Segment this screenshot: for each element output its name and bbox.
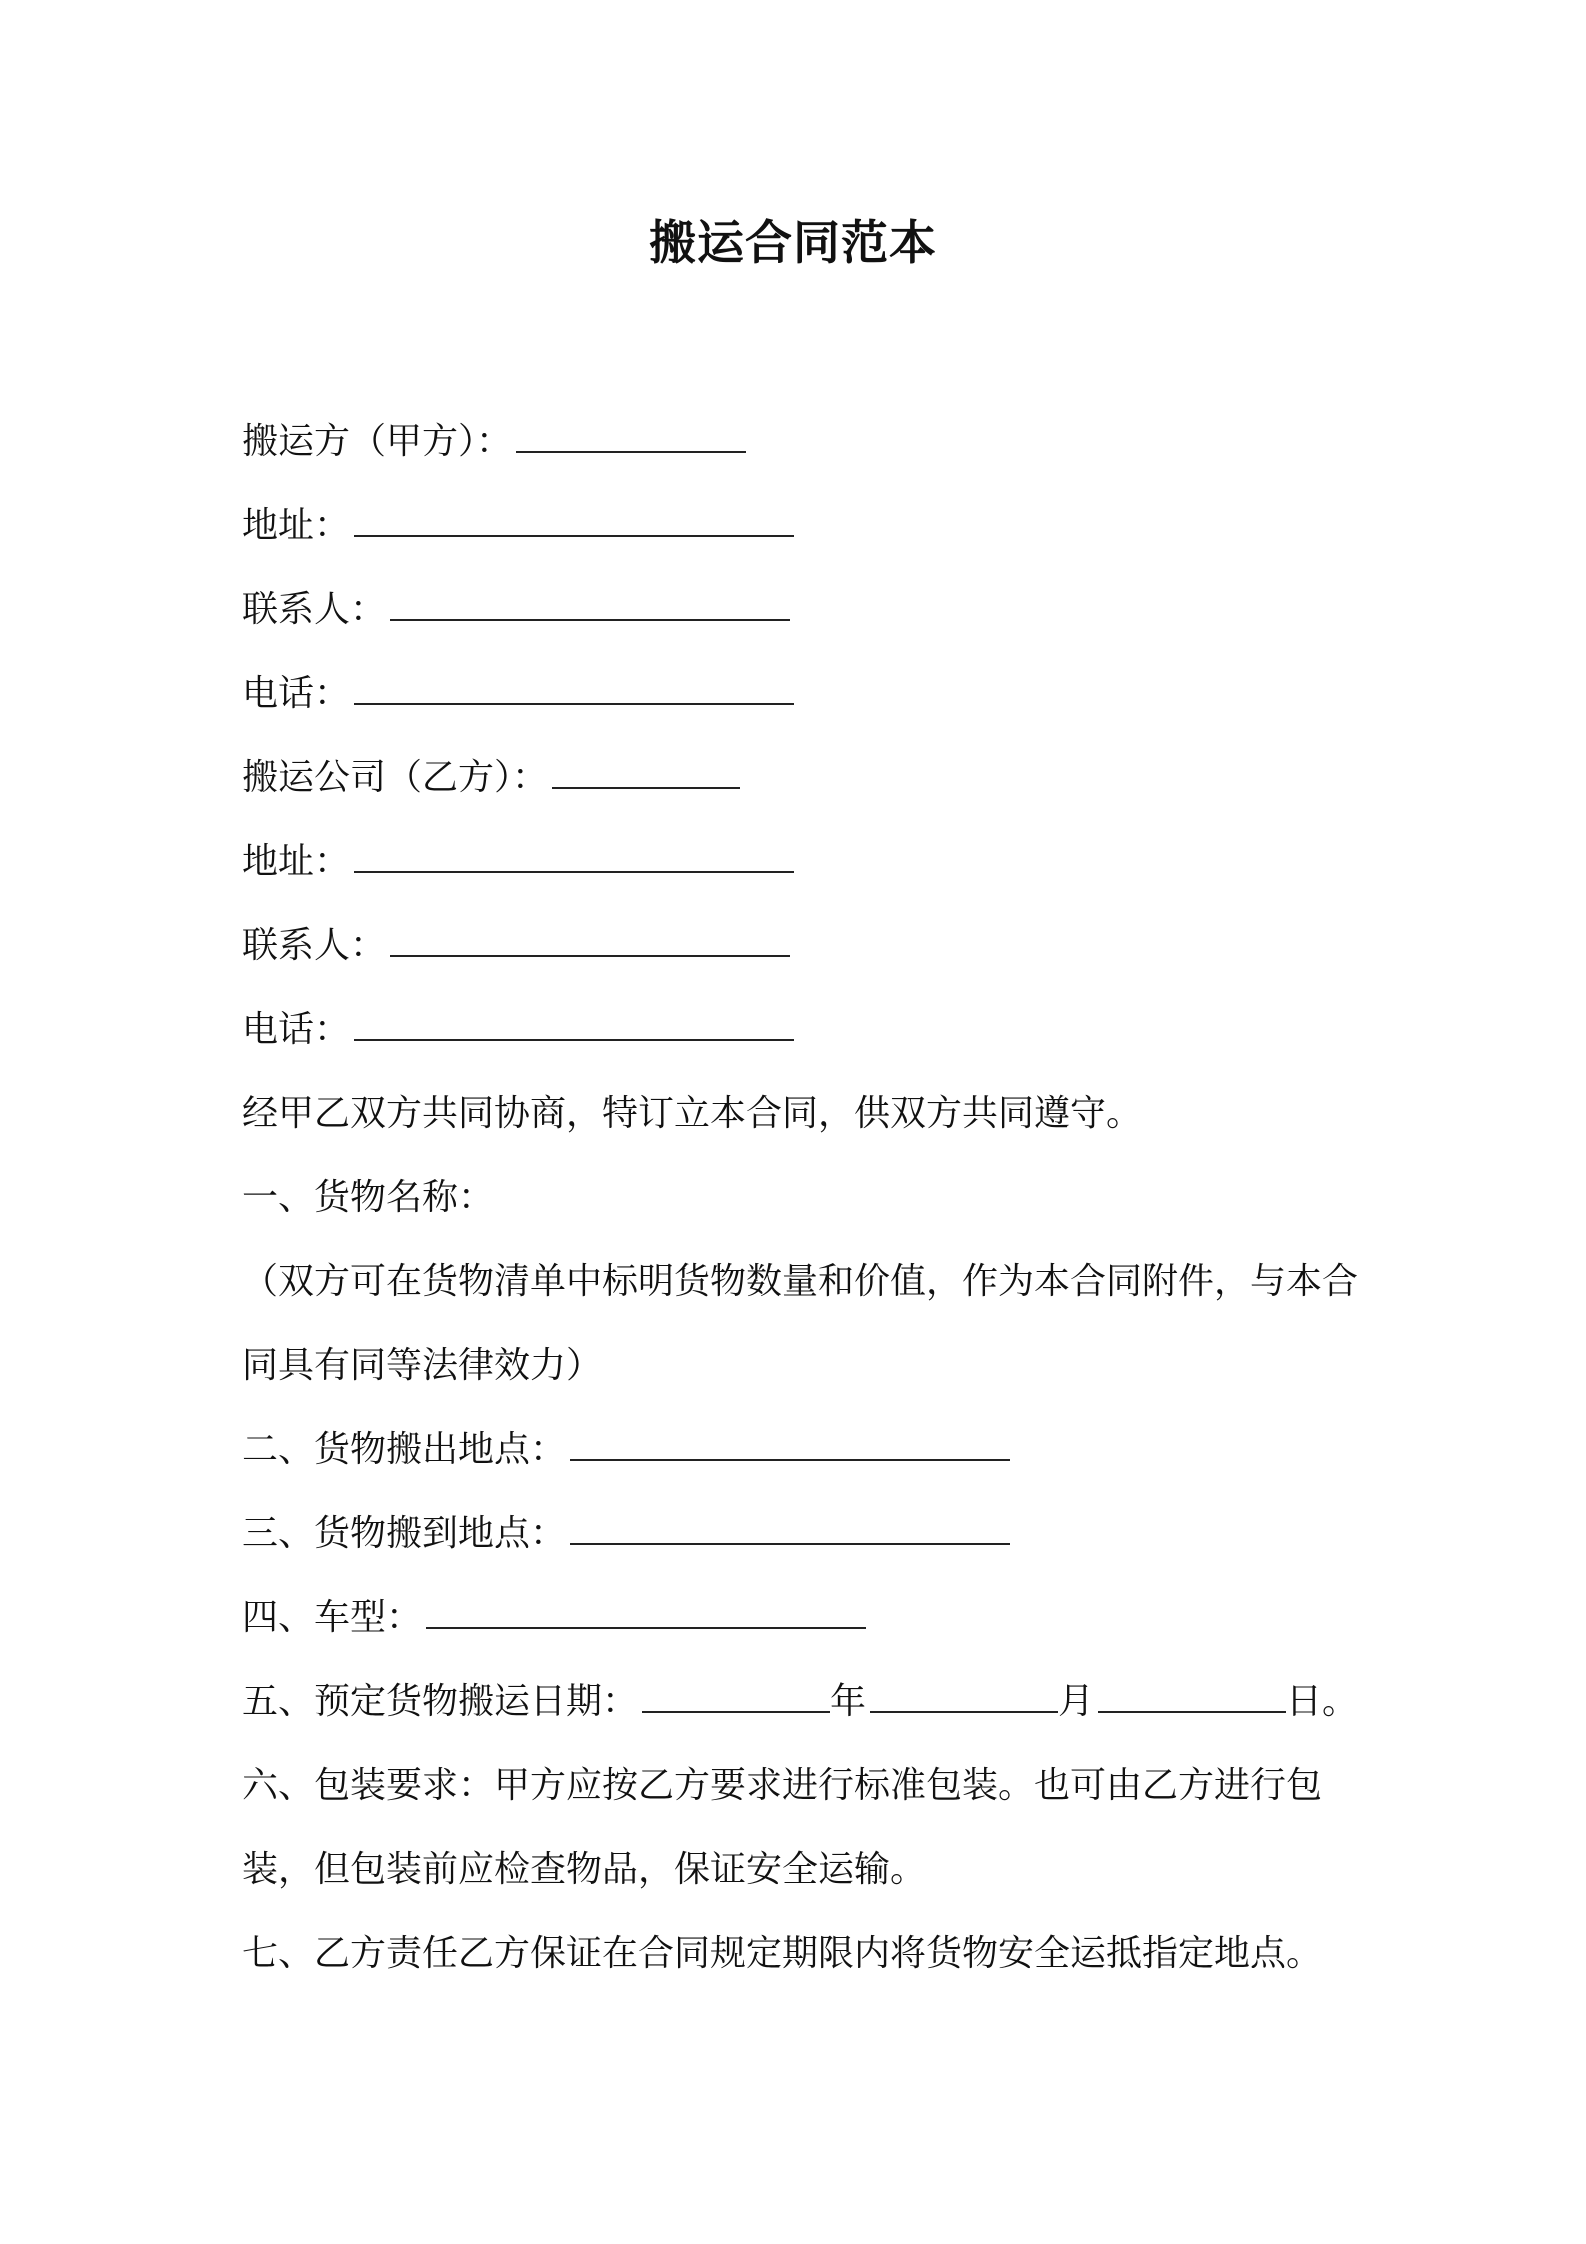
- party-a-label: 搬运方（甲方）：: [242, 421, 513, 462]
- party-b-phone-label: 电话：: [242, 1009, 351, 1050]
- party-a-address-line: [242, 484, 1362, 568]
- clause-3-label: 三、货物搬到地点：: [242, 1513, 567, 1554]
- clause-5-day-blank[interactable]: [1098, 1681, 1286, 1713]
- clause-5-month-blank[interactable]: [870, 1681, 1058, 1713]
- clause-3-blank[interactable]: [570, 1513, 1010, 1545]
- party-b-label: 搬运公司（乙方）：: [242, 757, 549, 798]
- party-b-phone-line: [242, 988, 1362, 1072]
- clause-5-month-label: 月: [1058, 1681, 1095, 1722]
- party-a-address-blank[interactable]: [354, 505, 794, 537]
- clause-4-label: 四、车型：: [242, 1597, 423, 1638]
- contract-body: [242, 400, 1362, 1996]
- clause-5-label: 五、预定货物搬运日期：: [242, 1681, 639, 1722]
- intro-line: 经甲乙双方共同协商，特订立本合同，供双方共同遵守。: [242, 1093, 1143, 1134]
- party-b-address-blank[interactable]: [354, 841, 794, 873]
- party-a-phone-blank[interactable]: [354, 673, 794, 705]
- party-a-contact-blank[interactable]: [390, 589, 790, 621]
- clause-5-day-label: 日。: [1286, 1681, 1359, 1722]
- party-b-address-label: 地址：: [242, 841, 351, 882]
- clause-5-year-blank[interactable]: [642, 1681, 830, 1713]
- party-b-address-line: [242, 820, 1362, 904]
- party-b-phone-blank[interactable]: [354, 1009, 794, 1041]
- party-b-contact-label: 联系人：: [242, 925, 387, 966]
- clause-2-blank[interactable]: [570, 1429, 1010, 1461]
- party-a-phone-line: [242, 652, 1362, 736]
- page-title: 搬运合同范本: [649, 216, 937, 271]
- party-a-contact-line: [242, 568, 1362, 652]
- clause-3-line: [242, 1492, 1362, 1576]
- party-a-blank[interactable]: [516, 421, 746, 453]
- party-b-contact-line: [242, 904, 1362, 988]
- clause-6: 六、包装要求：甲方应按乙方要求进行标准包装。也可由乙方进行包装，但包装前应检查物品，保证安全运输。: [242, 1765, 1323, 1890]
- clause-2-line: [242, 1408, 1362, 1492]
- party-a-contact-label: 联系人：: [242, 589, 387, 630]
- party-a-phone-label: 电话：: [242, 673, 351, 714]
- clause-4-line: [242, 1576, 1362, 1660]
- party-b-contact-blank[interactable]: [390, 925, 790, 957]
- clause-4-blank[interactable]: [426, 1597, 866, 1629]
- party-b-blank[interactable]: [552, 757, 740, 789]
- party-b-line: [242, 736, 1362, 820]
- clause-7: 七、乙方责任乙方保证在合同规定期限内将货物安全运抵指定地点。: [242, 1933, 1323, 1974]
- party-a-address-label: 地址：: [242, 505, 351, 546]
- clause-5-line: [242, 1660, 1362, 1744]
- clause-2-label: 二、货物搬出地点：: [242, 1429, 567, 1470]
- clause-5-year-label: 年: [830, 1681, 867, 1722]
- clause-1-label: 一、货物名称：: [242, 1177, 495, 1218]
- party-a-line: [242, 400, 1362, 484]
- clause-1-note: （双方可在货物清单中标明货物数量和价值，作为本合同附件，与本合同具有同等法律效力）: [242, 1261, 1359, 1386]
